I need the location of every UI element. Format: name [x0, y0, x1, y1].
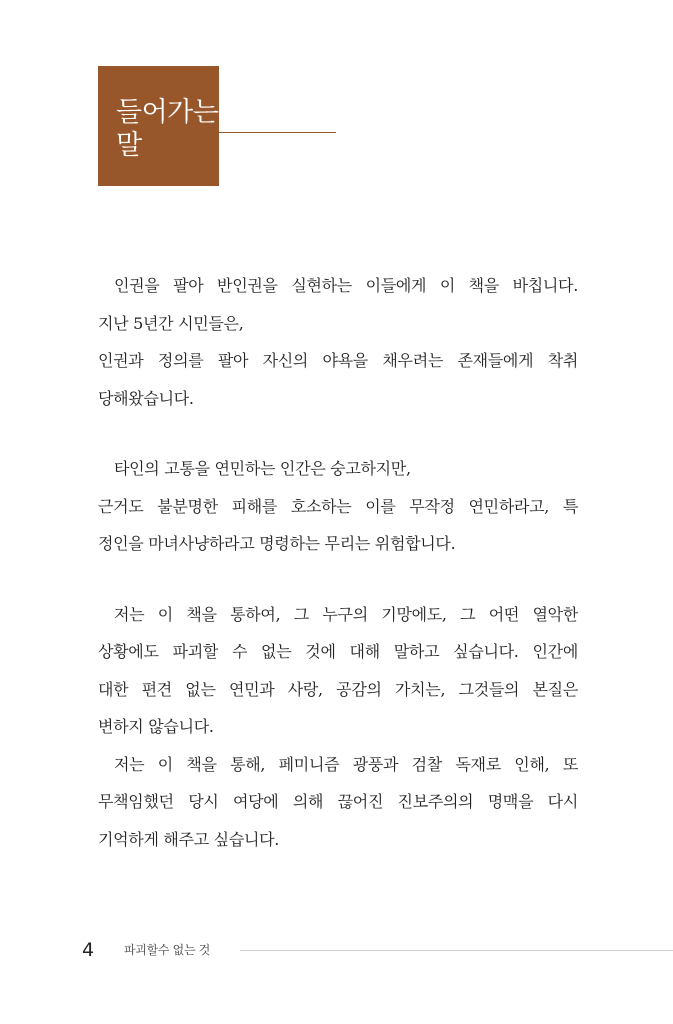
paragraph-4-line-1: 저는 이 책을 통해, 페미니즘 광풍과 검찰 독재로 인해, 또	[114, 754, 578, 774]
paragraph-1-line-1: 인권을 팔아 반인권을 실현하는 이들에게 이 책을 바칩니다.	[114, 276, 578, 295]
paragraph-3-line-2: 상황에도 파괴할 수 없는 것에 대해 말하고 싶습니다. 인간에	[98, 642, 578, 661]
chapter-title-box	[98, 66, 219, 186]
chapter-title-line-2: 말	[116, 130, 142, 161]
paragraph-3-line-3: 대한 편견 없는 연민과 사랑, 공감의 가치는, 그것들의 본질은	[98, 679, 578, 699]
body-text	[98, 267, 578, 858]
paragraph-1-line-4: 당해왔습니다.	[98, 388, 194, 408]
page-footer	[82, 936, 673, 964]
chapter-title-rule	[219, 132, 336, 133]
paragraph-1-line-2: 지난 5년간 시민들은,	[98, 313, 244, 333]
paragraph-gap	[98, 417, 578, 450]
paragraph-1-line-3: 인권과 정의를 팔아 자신의 야욕을 채우려는 존재들에게 착취	[98, 351, 578, 370]
paragraph-4-line-2: 무책임했던 당시 여당에 의해 끊어진 진보주의의 명맥을 다시	[98, 792, 578, 811]
paragraph-2-line-1: 타인의 고통을 연민하는 인간은 숭고하지만,	[114, 459, 411, 478]
paragraph-4-line-3: 기억하게 해주고 싶습니다.	[98, 829, 280, 849]
page-number: 4	[82, 939, 95, 961]
paragraph-3-line-4: 변하지 않습니다.	[98, 717, 214, 736]
running-title: 파괴할수 없는 것	[124, 943, 211, 957]
footer-rule	[240, 950, 673, 951]
paragraph-gap	[98, 563, 578, 596]
paragraph-3-line-1: 저는 이 책을 통하여, 그 누구의 기망에도, 그 어떤 열악한	[114, 604, 578, 624]
paragraph-2-line-3: 정인을 마녀사냥하라고 명령하는 무리는 위험합니다.	[98, 534, 456, 553]
chapter-title-line-1: 들어가는	[116, 97, 219, 128]
paragraph-2-line-2: 근거도 불분명한 피해를 호소하는 이를 무작정 연민하라고, 특	[98, 496, 578, 516]
